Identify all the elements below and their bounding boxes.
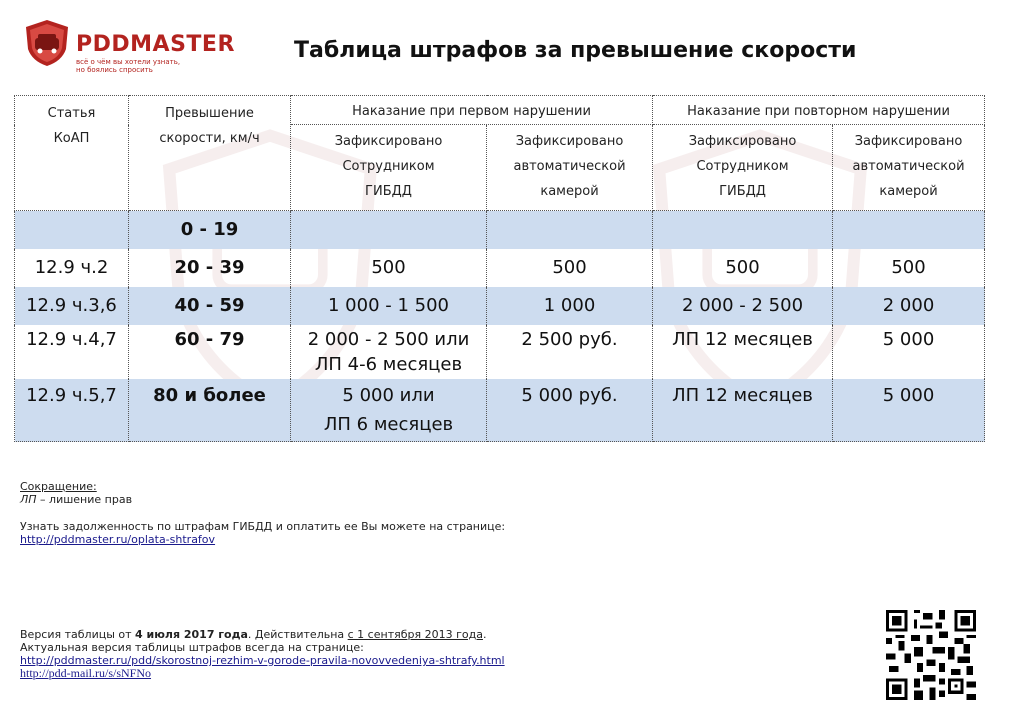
table-row: [15, 379, 985, 442]
short-link[interactable]: http://pdd-mail.ru/s/sNFNo: [20, 666, 152, 680]
actual-version-text: Актуальная версия таблицы штрафов всегда на странице:: [20, 641, 364, 654]
cell-first-officer: [291, 379, 487, 442]
cell-repeat-officer: ЛП 12 месяцев: [653, 379, 833, 442]
cell-article: 12.9 ч.3,6: [15, 287, 129, 325]
cell-article: 12.9 ч.4,7: [15, 325, 129, 379]
cell-first-officer-line1: 2 000 - 2 500 или: [307, 329, 470, 350]
header-first-camera: Зафиксировано автоматической камерой: [487, 125, 653, 211]
cell-repeat-camera: 5 000: [833, 325, 985, 379]
cell-repeat-officer: ЛП 12 месяцев: [653, 325, 833, 379]
version-prefix: Версия таблицы от: [20, 628, 136, 641]
cell-repeat-camera: 500: [833, 249, 985, 287]
cell-first-camera: 1 000: [487, 287, 653, 325]
cell-first-officer: [291, 211, 487, 250]
cell-first-camera: 5 000 руб.: [487, 379, 653, 442]
brand-name: PDDMASTER: [76, 32, 235, 57]
cell-repeat-officer: 2 000 - 2 500: [653, 287, 833, 325]
shield-car-icon: [22, 18, 72, 68]
abbreviation-definition: – лишение прав: [36, 493, 133, 506]
cell-repeat-officer: 500: [653, 249, 833, 287]
cell-article: [15, 211, 129, 250]
actual-version-link[interactable]: http://pddmaster.ru/pdd/skorostnoj-rezhim-v-gorode-pravila-novovvedeniya-shtrafy.html: [20, 654, 505, 667]
cell-first-camera: 500: [487, 249, 653, 287]
table-row: [15, 211, 985, 250]
qr-code-icon: [886, 610, 976, 700]
header-speed: Превышение скорости, км/ч: [129, 96, 291, 211]
cell-repeat-camera: [833, 211, 985, 250]
brand-tagline: всё о чём вы хотели узнать, но боялись спросить: [76, 58, 181, 74]
notes-section: [20, 480, 505, 546]
header-repeat-officer: Зафиксировано Сотрудником ГИБДД: [653, 125, 833, 211]
header-article: Статья КоАП: [15, 96, 129, 211]
footer-section: [20, 628, 505, 680]
cell-article: 12.9 ч.2: [15, 249, 129, 287]
table-row: [15, 325, 985, 379]
cell-first-camera: [487, 211, 653, 250]
cell-repeat-officer: [653, 211, 833, 250]
abbreviation-heading: Сокращение:: [20, 480, 97, 493]
cell-speed: 0 - 19: [129, 211, 291, 250]
fines-table: [14, 95, 985, 442]
cell-speed: 60 - 79: [129, 325, 291, 379]
pddmaster-logo: [22, 18, 235, 74]
page-title: Таблица штрафов за превышение скорости: [294, 38, 857, 63]
valid-end: .: [482, 628, 487, 641]
table-row: [15, 287, 985, 325]
header-first-offense: Наказание при первом нарушении: [291, 96, 653, 125]
cell-first-camera: 2 500 руб.: [487, 325, 653, 379]
header-first-officer: Зафиксировано Сотрудником ГИБДД: [291, 125, 487, 211]
cell-first-officer-line1: 5 000 или: [342, 385, 435, 406]
version-line: [20, 628, 505, 641]
abbreviation-term: ЛП: [20, 493, 37, 506]
table-row: [15, 249, 985, 287]
cell-speed: 20 - 39: [129, 249, 291, 287]
valid-text: . Действительна: [247, 628, 348, 641]
version-date: 4 июля 2017 года: [135, 628, 248, 641]
cell-first-officer-line2: ЛП 6 месяцев: [323, 414, 454, 435]
cell-first-officer: 1 000 - 1 500: [291, 287, 487, 325]
cell-speed: 40 - 59: [129, 287, 291, 325]
cell-repeat-camera: 5 000: [833, 379, 985, 442]
cell-article: 12.9 ч.5,7: [15, 379, 129, 442]
cell-repeat-camera: 2 000: [833, 287, 985, 325]
cell-first-officer-line2: ЛП 4-6 месяцев: [314, 354, 463, 375]
header-repeat-offense: Наказание при повторном нарушении: [653, 96, 985, 125]
header-repeat-camera: Зафиксировано автоматической камерой: [833, 125, 985, 211]
debt-link[interactable]: http://pddmaster.ru/oplata-shtrafov: [20, 533, 216, 546]
valid-date: с 1 сентября 2013 года: [347, 628, 483, 641]
cell-first-officer: 500: [291, 249, 487, 287]
debt-text: Узнать задолженность по штрафам ГИБДД и оплатить ее Вы можете на странице:: [20, 520, 506, 533]
cell-speed: 80 и более: [129, 379, 291, 442]
cell-first-officer: [291, 325, 487, 379]
abbreviation-line: [20, 493, 505, 506]
